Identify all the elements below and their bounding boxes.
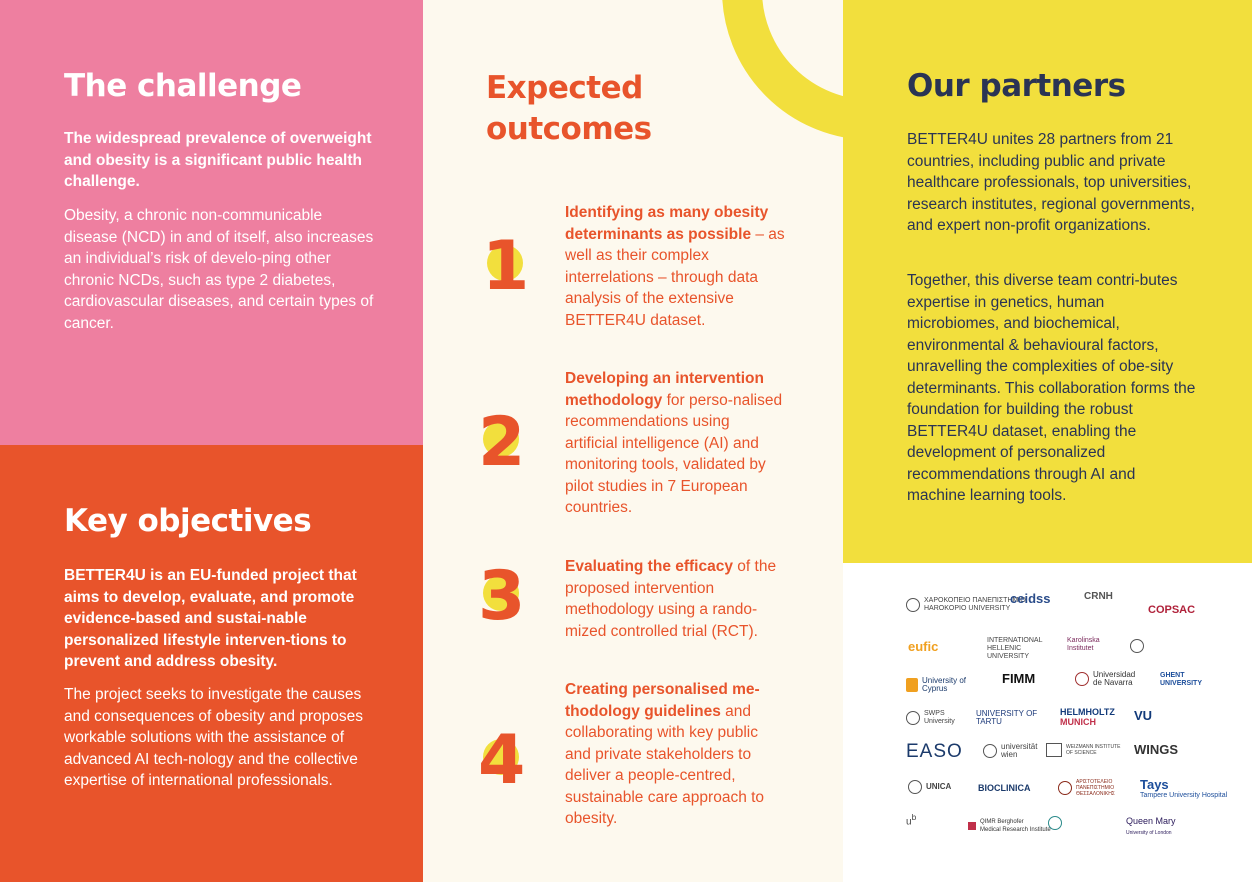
logo-unica: UNICA bbox=[908, 780, 951, 794]
logo-ceidss: ceidss bbox=[1010, 591, 1051, 606]
outcome-number-4: 4 bbox=[478, 721, 526, 800]
outcome-number-2: 2 bbox=[478, 403, 526, 482]
logo-small-2 bbox=[1048, 816, 1062, 830]
logo-weizmann: WEIZMANN INSTITUTE OF SCIENCE bbox=[1046, 743, 1121, 757]
logo-wings: WINGS bbox=[1134, 742, 1179, 757]
partners-body-2: Together, this diverse team contri-butes expertise in genetics, human microbiomes, and biochemical, environmental & behavioural factors, unravelling the complexities of obe-sity determinants. This collaboration forms the foundation for building the robust BETTER4U dataset, enabling the development of personalized recommendations through AI and machine learning tools. bbox=[907, 272, 1196, 504]
outcome-item-3: Evaluating the efficacy of the proposed intervention methodology using a rando-mized controlled trial (RCT). bbox=[565, 558, 777, 640]
outcome-item-2: Developing an intervention methodology for perso-nalised recommendations using artificial intelligence (AI) and monitoring tools, validated by pilot studies in 7 European countries. bbox=[565, 370, 783, 516]
logo-cyprus: University of Cyprus bbox=[906, 677, 972, 693]
logo-karolinska: Karolinska Institutet bbox=[1067, 637, 1100, 652]
logo-eufic: eufic bbox=[908, 639, 939, 654]
logo-tays: Tays Tampere University Hospital bbox=[1140, 777, 1228, 799]
logo-swps: SWPS University bbox=[906, 710, 946, 726]
logo-qimr: QIMR Berghofer Medical Research Institute bbox=[968, 818, 1051, 834]
logo-tartu: UNIVERSITY OF TARTU bbox=[976, 709, 1038, 726]
outcome-item-4: Creating personalised me-thodology guidelines and collaborating with key public and private stakeholders to deliver a people-centred, sustainable care approach to obesity. bbox=[565, 681, 765, 827]
challenge-title: The challenge bbox=[64, 68, 302, 104]
logo-helmholtz: HELMHOLTZ MUNICH bbox=[1060, 707, 1115, 727]
logo-fimm: FIMM bbox=[1002, 671, 1036, 686]
logo-crnh: CRNH bbox=[1084, 591, 1113, 602]
challenge-body: Obesity, a chronic non-communicable disease (NCD) in and of itself, also increases an individual’s risk of develo-ping other chronic NCDs, such as type 2 diabetes, cardiovascular diseases, and certain types of cancer. bbox=[64, 207, 374, 332]
logo-queen-mary: Queen Mary University of London bbox=[1126, 816, 1176, 836]
outcome-number-3: 3 bbox=[478, 557, 526, 636]
outcome-item-1: Identifying as many obesity determinants as possible – as well as their complex interrelations – through data analysis of the extensive BETTER4U dataset. bbox=[565, 204, 785, 329]
logo-ghent: GHENT UNIVERSITY bbox=[1160, 672, 1203, 687]
logo-easo: EASO bbox=[906, 741, 963, 762]
logo-copsac: COPSAC bbox=[1148, 604, 1196, 616]
logo-auth: ΑΡΙΣΤΟΤΕΛΕΙΟ ΠΑΝΕΠΙΣΤΗΜΙΟ ΘΕΣΣΑΛΟΝΙΚΗΣ bbox=[1058, 779, 1136, 797]
logo-ihu: INTERNATIONAL HELLENIC UNIVERSITY bbox=[987, 637, 1043, 660]
outcomes-title: Expected outcomes bbox=[486, 70, 652, 147]
logo-bioclinica: BIOCLINICA bbox=[978, 783, 1031, 793]
objectives-title: Key objectives bbox=[64, 503, 312, 539]
partners-title: Our partners bbox=[907, 68, 1126, 104]
logo-vu: VU bbox=[1134, 708, 1153, 723]
challenge-lead: The widespread prevalence of overweight and obesity is a significant public health challenge. bbox=[64, 130, 372, 190]
logo-wien: universität wien bbox=[983, 743, 1043, 759]
objectives-body: The project seeks to investigate the causes and consequences of obesity and proposes workable solutions with the assistance of advanced AI tech-nology and the collective expertise of international professionals. bbox=[64, 686, 364, 789]
outcome-number-1: 1 bbox=[482, 227, 530, 306]
logo-harokopio: ΧΑΡΟΚΟΠΕΙΟ ΠΑΝΕΠΙΣΤΗΜΙΟ HAROKOPIO UNIVERSITY bbox=[906, 597, 1026, 613]
objectives-lead: BETTER4U is an EU-funded project that aims to develop, evaluate, and promote evidence-based and sustai-nable personalized lifestyle interven-tions to prevent and address obesity. bbox=[64, 567, 357, 670]
logo-unibe: $u^b$ bbox=[906, 812, 917, 828]
logo-navarra: Universidad de Navarra bbox=[1075, 671, 1135, 687]
partners-body-1: BETTER4U unites 28 partners from 21 countries, including public and private healthcare professionals, top universities, research institutes, regional governments, and expert non-profit organizations. bbox=[907, 131, 1195, 234]
logo-small-1 bbox=[1130, 639, 1144, 653]
